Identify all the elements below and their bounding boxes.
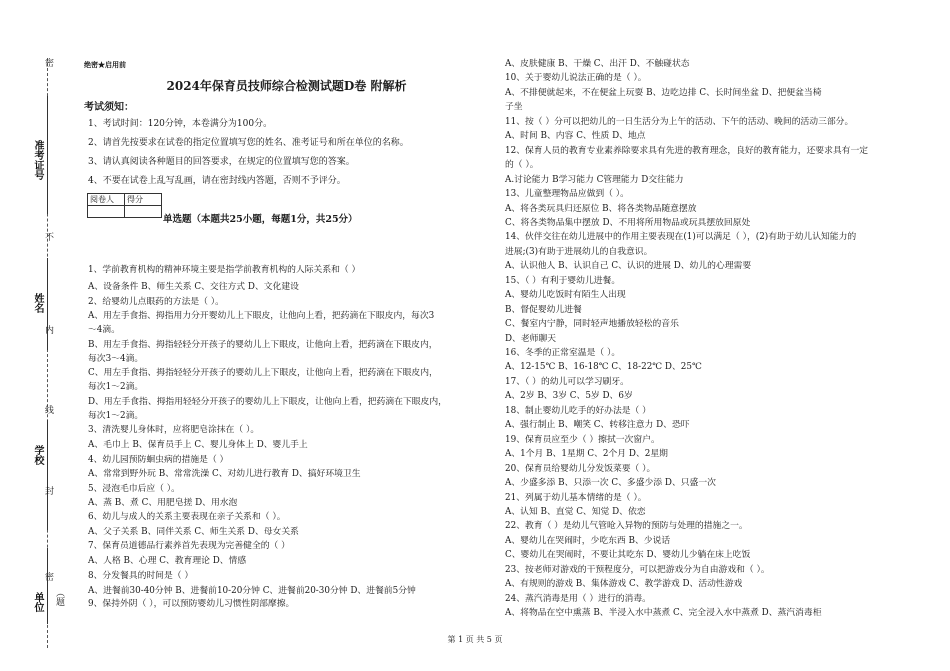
question-line: A、婴幼儿吃饭时有陌生人出现 (505, 290, 626, 301)
question-line: A、常常到野外玩 B、常常洗澡 C、对幼儿进行教育 D、搞好环境卫生 (88, 469, 361, 479)
question-line: D、用左手食指、拇指用轻轻分开孩子的婴幼儿上下眼皮，让他向上看，把药滴在下眼皮内， (88, 397, 447, 407)
notice-heading: 考试须知： (84, 102, 134, 113)
question-line: 7、保育员道德品行素养首先表现为完善健全的（ ） (88, 541, 290, 551)
question-line: 23、按老师对游戏的干预程度分，可以把游戏分为自由游戏和（ ）。 (505, 564, 770, 575)
question-line: A、强行制止 B、嘲笑 C、转移注意力 D、恐吓 (505, 420, 690, 431)
exam-number-label: 准考证号 (32, 140, 43, 180)
question-line: A、认知 B、直觉 C、知觉 D、依恋 (505, 506, 646, 517)
section-heading: 单选题（本题共25小题，每题1分，共25分） (163, 214, 358, 225)
name-label: 姓名 (32, 293, 43, 313)
question-line: 10、关于婴幼儿说法正确的是（ ）。 (505, 73, 647, 84)
notice-item: 4、不要在试卷上乱写乱画，请在密封线内答题，否则不予评分。 (88, 176, 346, 186)
question-line: A、进餐前30-40分钟 B、进餐前10-20分钟 C、进餐前20-30分钟 D、进餐前5分钟 (88, 586, 416, 596)
question-line: A、少盛多添 B、只添一次 C、多盛少添 D、只盛一次 (505, 478, 716, 489)
seal-mark: 不 (43, 232, 53, 241)
seal-mark: 内 (43, 325, 53, 334)
question-line: 5、浸泡毛巾后应（ ）。 (88, 484, 180, 494)
seal-mark: （题 (54, 588, 64, 606)
question-line: C、婴幼儿在哭闹时，不要让其吃东 D、婴幼儿少躺在床上吃饭 (505, 550, 751, 561)
question-line: 12、保育人员的教育专业素养除要求具有先进的教育理念，良好的教育能力，还要求具有一定 (505, 145, 869, 156)
question-line: 16、冬季的正常室温是（ ）。 (505, 348, 621, 358)
question-line: 4、幼儿园预防蛔虫病的措施是（ ） (88, 455, 229, 465)
page-footer: 第 1 页 共 5 页 (447, 635, 503, 644)
question-line: A、2岁 B、3岁 C、5岁 D、6岁 (505, 391, 633, 402)
question-line: A、婴幼儿在哭闹时，少吃东西 B、少说话 (505, 535, 671, 546)
score-input-cell[interactable] (125, 206, 162, 218)
question-line: 14、伙伴交往在幼儿进展中的作用主要表现在(1)可以满足（ ），(2)有助于幼儿认知能力的 (505, 232, 857, 243)
page-title: 2024年保育员技师综合检测试题D卷 附解析 (166, 79, 407, 93)
question-line: 6、幼儿与成人的关系主要表现在亲子关系和（ ）。 (88, 512, 286, 522)
question-line: A、时间 B、内容 C、性质 D、地点 (505, 131, 646, 142)
question-line: A、将各类玩具归还原位 B、将各类物品随意摆放 (505, 203, 697, 214)
question-line: 20、保育员给婴幼儿分发饭菜要（ ）。 (505, 463, 656, 474)
unit-label: 单位 (32, 592, 43, 612)
question-line: A、皮肤健康 B、干燥 C、出汗 D、不触碰状态 (505, 59, 690, 69)
question-line: 子坐 (505, 102, 523, 113)
question-line: 19、保育员应至少（ ）擦拭一次窗户。 (505, 434, 660, 445)
question-line: 21、列属于幼儿基本情绪的是（ ）。 (505, 492, 647, 503)
school-line (47, 420, 48, 530)
question-line: C、用左手食指、拇指轻轻分开孩子的婴幼儿上下眼皮，让他向上看，把药滴在下眼皮内， (88, 368, 438, 378)
question-line: D、老师聊天 (505, 333, 557, 344)
question-line: B、督促婴幼儿进餐 (505, 304, 582, 315)
question-line: A.讨论能力 B学习能力 C管理能力 D交往能力 (505, 174, 684, 185)
question-line: 进展;(3)有助于进展幼儿的自我意识。 (505, 246, 653, 257)
question-line: A、蒸 B、煮 C、用肥皂搓 D、用水泡 (88, 498, 238, 508)
question-line: 的（ ）。 (505, 160, 539, 171)
seal-mark: 线 (43, 405, 53, 414)
question-line: A、毛巾上 B、保育员手上 C、婴儿身体上 D、婴儿手上 (88, 440, 308, 450)
question-line: A、用左手食指、拇指用力分开婴幼儿上下眼皮，让他向上看，把药滴在下眼皮内，每次3 (88, 311, 435, 321)
grader-cell: 阅卷人 (88, 194, 125, 206)
name-line (47, 258, 48, 350)
question-line: A、父子关系 B、同伴关系 C、师生关系 D、母女关系 (88, 527, 299, 537)
question-line: ～4滴。 (88, 325, 120, 335)
question-line: 2、给婴幼儿点眼药的方法是（ ）。 (88, 297, 224, 307)
question-line: C、餐室内宁静，同时轻声地播放轻松的音乐 (505, 319, 679, 330)
school-label: 学校 (32, 445, 43, 465)
notice-item: 1、考试时间：120分钟，本卷满分为100分。 (88, 119, 273, 129)
unit-line (47, 548, 48, 624)
question-line: A、有规则的游戏 B、集体游戏 C、教学游戏 D、活动性游戏 (505, 579, 743, 590)
question-line: A、1个月 B、1星期 C、2个月 D、2星期 (505, 449, 668, 460)
notice-item: 3、请认真阅读各种题目的回答要求，在规定的位置填写您的答案。 (88, 157, 355, 167)
question-line: 每次1～2滴。 (88, 382, 144, 392)
question-line: C、将各类物品集中摆放 D、不用将所用物品或玩具摆放回原处 (505, 217, 751, 228)
question-line: 11、按（ ）分可以把幼儿的一日生活分为上午的活动、下午的活动、晚间的活动三部分。 (505, 116, 854, 127)
binding-strip (0, 0, 62, 671)
question-line: 18、制止婴幼儿吃手的好办法是（ ） (505, 405, 651, 416)
exam-number-line (47, 96, 48, 214)
question-line: A、不排便就起来，不在便盆上玩耍 B、边吃边排 C、长时间坐盆 D、把便盆当椅 (505, 87, 822, 98)
seal-mark: 密 (43, 572, 53, 581)
question-line: 15、（ ）有利于婴幼儿进餐。 (505, 275, 621, 286)
question-line: A、12-15℃ B、16-18℃ C、18-22℃ D、25℃ (505, 362, 702, 373)
question-line: 3、清洗婴儿身体时，应将肥皂涂抹在（ ）。 (88, 425, 260, 435)
question-line: 17、（ ）的幼儿可以学习刷牙。 (505, 376, 629, 387)
question-line: 1、学前教育机构的精神环境主要是指学前教育机构的人际关系和（ ） (88, 265, 361, 275)
question-line: A、将物品在空中熏蒸 B、半浸入水中蒸煮 C、完全浸入水中蒸煮 D、蒸汽消毒柜 (505, 608, 822, 619)
score-box (87, 193, 162, 218)
question-line: 8、分发餐具的时间是（ ） (88, 571, 194, 581)
question-line: 每次1～2滴。 (88, 411, 144, 421)
question-line: 每次3～4滴。 (88, 354, 144, 364)
question-line: A、认识他人 B、认识自己 C、认识的进展 D、幼儿的心理需要 (505, 261, 752, 272)
question-line: 13、儿童整理物品应做到（ ）。 (505, 189, 629, 200)
grader-input-cell[interactable] (88, 206, 125, 218)
question-line: 24、蒸汽消毒是用（ ）进行的消毒。 (505, 593, 651, 604)
secret-mark: 绝密★启用前 (84, 60, 126, 69)
question-line: B、用左手食指、拇指轻轻分开孩子的婴幼儿上下眼皮，让他向上看，把药滴在下眼皮内， (88, 340, 438, 350)
question-line: A、设备条件 B、师生关系 C、交往方式 D、文化建设 (88, 282, 299, 292)
question-line: 9、保持外阴（ ），可以预防婴幼儿习惯性阴部摩擦。 (88, 599, 295, 609)
seal-mark: 封 (43, 486, 53, 495)
question-line: A、人格 B、心理 C、教育理论 D、情感 (88, 556, 247, 566)
question-line: 22、教育（ ）是幼儿气管呛入异物的预防与处理的措施之一。 (505, 521, 748, 532)
score-cell: 得分 (125, 194, 162, 206)
notice-item: 2、请首先按要求在试卷的指定位置填写您的姓名、准考证号和所在单位的名称。 (88, 138, 409, 148)
seal-mark: 密 (43, 58, 53, 67)
